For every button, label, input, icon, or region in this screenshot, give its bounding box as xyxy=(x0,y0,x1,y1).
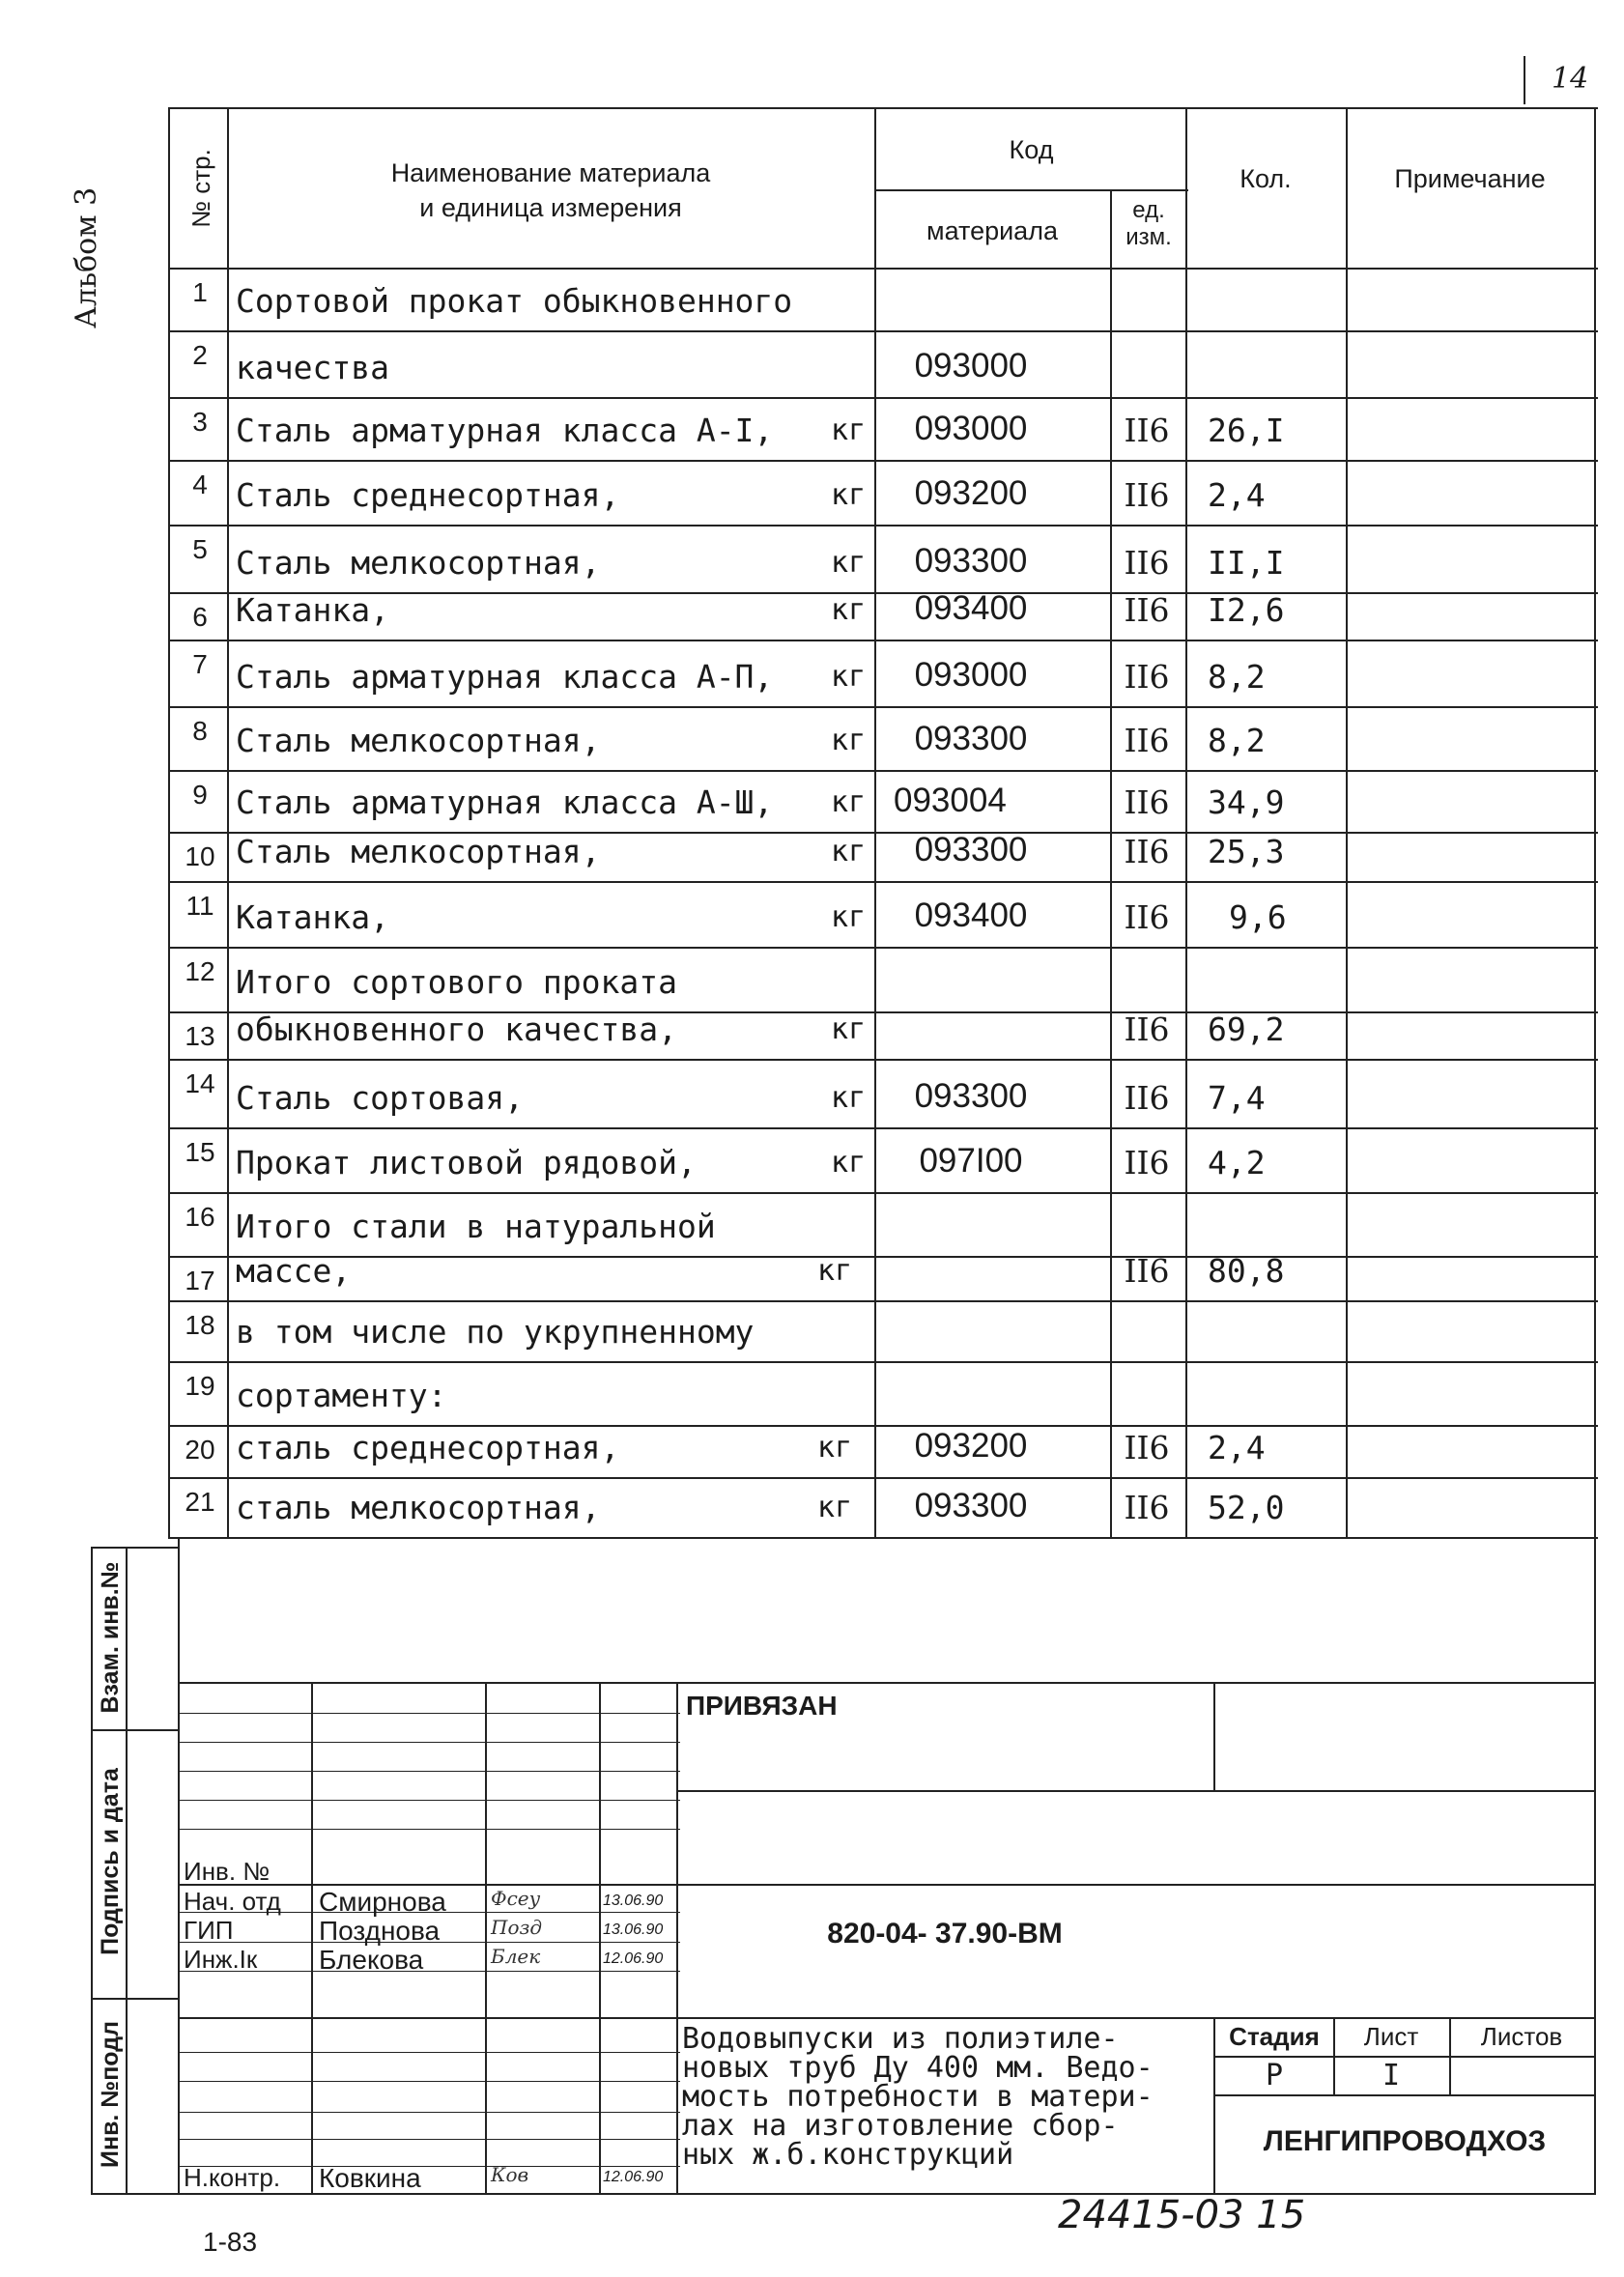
side-label-inv-podl: Инв. №подл xyxy=(97,2021,124,2168)
block-line-stage-bottom xyxy=(1213,2094,1596,2096)
block-line-stage xyxy=(1213,2056,1596,2058)
row-unit: II6 xyxy=(1124,783,1170,821)
row-border xyxy=(168,640,1598,641)
row-unit: II6 xyxy=(1124,1489,1170,1526)
row-number: 2 xyxy=(192,340,208,370)
row-code: 093400 xyxy=(914,589,1028,627)
row-unit-label: кг xyxy=(831,546,867,580)
row-name: Итого стали в натуральной xyxy=(236,1208,716,1245)
row-name: обыкновенного качества, xyxy=(236,1010,677,1048)
signature-sign: Блек xyxy=(491,1945,541,1968)
row-unit-label: кг xyxy=(831,1081,867,1115)
block-line-desc-top xyxy=(178,2017,1596,2019)
row-unit: II6 xyxy=(1124,412,1170,449)
row-number: 18 xyxy=(185,1310,215,1340)
side-strip-bottom xyxy=(91,2193,178,2195)
row-name: качества xyxy=(236,349,389,386)
row-border xyxy=(168,1192,1598,1194)
row-qty: II,I xyxy=(1208,544,1285,582)
row-code: 093300 xyxy=(914,1077,1028,1115)
signature-sign: Позд xyxy=(491,1916,543,1939)
header-code-unit-2: изм. xyxy=(1125,224,1172,250)
row-border xyxy=(168,1059,1598,1061)
signature-name: Ковкина xyxy=(319,2163,421,2193)
row-name: Сталь мелкосортная, xyxy=(236,722,601,759)
sheet-value: I xyxy=(1382,2059,1401,2092)
block-line-l2 xyxy=(178,1742,680,1743)
row-unit-label: кг xyxy=(831,593,867,627)
row-border xyxy=(168,706,1598,708)
row-name: Сталь мелкосортная, xyxy=(236,544,601,582)
header-bottom-border xyxy=(168,268,1598,270)
row-qty: 25,3 xyxy=(1208,833,1285,870)
row-qty: 34,9 xyxy=(1208,783,1285,821)
block-line-l12 xyxy=(178,2139,680,2140)
block-line-l9 xyxy=(178,2052,680,2053)
row-border xyxy=(168,1127,1598,1129)
row-number: 7 xyxy=(192,649,208,679)
row-name: сортаменту: xyxy=(236,1377,447,1414)
doc-code xyxy=(676,1918,1213,1950)
corner-tick xyxy=(1524,56,1525,104)
side-label-vzam: Взам. инв.№ xyxy=(97,1561,124,1714)
block-col-role xyxy=(311,1682,313,2194)
code-column-divider xyxy=(874,107,876,1537)
row-name: Сталь арматурная класса А-П, xyxy=(236,658,774,696)
header-note: Примечание xyxy=(1394,164,1546,193)
row-unit-label: кг xyxy=(831,413,867,447)
header-name-line1: Наименование материала xyxy=(390,158,711,187)
row-name: массе, xyxy=(236,1252,352,1290)
table-left-border xyxy=(168,107,170,1537)
row-number: 20 xyxy=(185,1435,215,1465)
album-label: Альбом 3 xyxy=(70,186,103,328)
row-name: сталь мелкосортная, xyxy=(236,1489,601,1526)
row-qty: I2,6 xyxy=(1208,591,1285,629)
row-number: 14 xyxy=(185,1068,215,1098)
signature-sign: Ков xyxy=(491,2163,529,2186)
row-number: 5 xyxy=(192,534,208,564)
row-unit-label: кг xyxy=(817,1491,853,1524)
row-qty: 8,2 xyxy=(1208,722,1266,759)
row-number: 4 xyxy=(192,470,208,499)
row-unit: II6 xyxy=(1124,1429,1170,1466)
row-name: Прокат листовой рядовой, xyxy=(236,1144,697,1181)
row-code: 093300 xyxy=(914,542,1028,580)
doc-code-text: 820-04- 37.90-ВМ xyxy=(827,1918,1063,1950)
row-code: 093000 xyxy=(914,410,1028,447)
inv-no-label: Инв. № xyxy=(184,1857,271,1886)
signature-name: Смирнова xyxy=(319,1887,446,1917)
privyazan-label: ПРИВЯЗАН xyxy=(686,1691,838,1721)
block-col-privyazan xyxy=(1213,1682,1215,1790)
row-qty: 80,8 xyxy=(1208,1252,1285,1290)
row-unit-label: кг xyxy=(831,660,867,694)
block-line-l3 xyxy=(178,1771,680,1772)
block-line-l5 xyxy=(178,1829,680,1830)
signature-role: Инж.Iк xyxy=(184,1945,258,1974)
row-border xyxy=(168,1256,1598,1258)
block-col-sign xyxy=(599,1682,601,2194)
row-unit: II6 xyxy=(1124,833,1170,870)
row-code: 093200 xyxy=(914,1427,1028,1465)
row-qty: 8,2 xyxy=(1208,658,1266,696)
row-number: 15 xyxy=(185,1137,215,1167)
header-code-material: материала xyxy=(926,216,1058,245)
header-qty: Кол. xyxy=(1239,164,1292,193)
row-code: 093300 xyxy=(914,831,1028,868)
block-line-code-top xyxy=(178,1884,1596,1886)
row-border xyxy=(168,1477,1598,1479)
row-qty: 2,4 xyxy=(1208,1429,1266,1466)
row-border xyxy=(168,1300,1598,1302)
row-border xyxy=(168,1361,1598,1363)
row-unit: II6 xyxy=(1124,476,1170,514)
row-qty: 2,4 xyxy=(1208,476,1266,514)
row-unit: II6 xyxy=(1124,544,1170,582)
row-unit-label: кг xyxy=(831,785,867,819)
signature-role: Н.контр. xyxy=(184,2163,281,2192)
row-code: 093400 xyxy=(914,897,1028,934)
side-strip-inner xyxy=(126,1547,128,2194)
block-line-privyazan-bottom xyxy=(676,1790,1596,1792)
row-border xyxy=(168,460,1598,462)
row-number: 16 xyxy=(185,1202,215,1232)
signature-date: 13.06.90 xyxy=(603,1893,664,1909)
stage-value: Р xyxy=(1265,2059,1284,2092)
row-name: в том числе по укрупненному xyxy=(236,1313,755,1351)
row-unit: II6 xyxy=(1124,1252,1170,1290)
code-header-divider xyxy=(874,189,1188,191)
row-unit-label: кг xyxy=(831,1146,867,1180)
row-name: Сталь среднесортная, xyxy=(236,476,620,514)
qty-column-divider xyxy=(1185,107,1187,1537)
block-line-l11 xyxy=(178,2112,680,2113)
row-unit: II6 xyxy=(1124,1144,1170,1181)
row-unit: II6 xyxy=(1124,722,1170,759)
row-number: 11 xyxy=(185,891,214,921)
side-strip-left xyxy=(91,1547,93,2194)
row-name: Итого сортового проката xyxy=(236,963,677,1001)
row-unit-label: кг xyxy=(831,835,867,868)
side-label-podpis: Подпись и дата xyxy=(97,1768,124,1955)
row-unit-label: кг xyxy=(831,724,867,757)
row-name: сталь среднесортная, xyxy=(236,1429,620,1466)
row-unit: II6 xyxy=(1124,898,1170,936)
header-code: Код xyxy=(1009,135,1054,164)
row-unit: II6 xyxy=(1124,658,1170,696)
row-border xyxy=(168,525,1598,527)
row-unit: II6 xyxy=(1124,1010,1170,1048)
row-code: 093200 xyxy=(914,474,1028,512)
row-number: 1 xyxy=(192,277,208,307)
row-name: Сталь сортовая, xyxy=(236,1079,525,1117)
signature-name: Позднова xyxy=(319,1916,441,1946)
row-name: Катанка, xyxy=(236,898,389,936)
stage-label: Стадия xyxy=(1229,2022,1320,2051)
row-qty: 9,6 xyxy=(1229,898,1287,936)
row-code: 097I00 xyxy=(919,1142,1023,1180)
row-qty: 7,4 xyxy=(1208,1079,1266,1117)
row-qty: 69,2 xyxy=(1208,1010,1285,1048)
row-code: 093300 xyxy=(914,1487,1028,1524)
header-num: № стр. xyxy=(186,149,215,228)
row-number: 10 xyxy=(185,841,215,871)
row-code: 093000 xyxy=(914,656,1028,694)
row-number: 17 xyxy=(185,1266,215,1295)
row-number: 9 xyxy=(192,780,208,810)
row-code: 093000 xyxy=(914,347,1028,384)
sheets-label: Листов xyxy=(1480,2022,1563,2051)
row-qty: 52,0 xyxy=(1208,1489,1285,1526)
row-number: 13 xyxy=(185,1021,215,1051)
row-name: Сортовой прокат обыкновенного xyxy=(236,282,793,320)
row-unit-label: кг xyxy=(817,1254,853,1288)
unit-column-divider xyxy=(1110,189,1112,1537)
row-unit-label: кг xyxy=(817,1431,853,1465)
row-name: Сталь арматурная класса А-Ш, xyxy=(236,783,774,821)
block-line-l1 xyxy=(178,1713,680,1714)
row-unit-label: кг xyxy=(831,478,867,512)
row-name: Сталь мелкосортная, xyxy=(236,833,601,870)
row-number: 3 xyxy=(192,407,208,437)
block-line-l10 xyxy=(178,2081,680,2082)
note-column-divider xyxy=(1346,107,1348,1537)
row-border xyxy=(168,947,1598,949)
footer-left: 1-83 xyxy=(203,2227,258,2257)
signature-date: 13.06.90 xyxy=(603,1921,664,1938)
num-column-divider xyxy=(227,107,229,1537)
sheet-label: Лист xyxy=(1363,2022,1419,2051)
row-number: 8 xyxy=(192,716,208,746)
row-code: 093004 xyxy=(894,782,1007,819)
row-name: Сталь арматурная класса А-I, xyxy=(236,412,774,449)
row-unit-label: кг xyxy=(831,1012,867,1046)
signature-name: Блекова xyxy=(319,1945,424,1975)
row-number: 6 xyxy=(192,602,208,632)
row-border xyxy=(168,397,1598,399)
table-right-border xyxy=(1594,107,1596,2194)
description: Водовыпуски из полиэтиле- новых труб Ду 400 мм. Ведо- мость потребности в матери- лах на изготовление сбор- ных ж.б.конструкций xyxy=(682,2022,1154,2172)
signature-role: ГИП xyxy=(184,1916,234,1945)
row-border xyxy=(168,330,1598,332)
row-number: 21 xyxy=(185,1487,215,1517)
header-name-line2: и единица измерения xyxy=(419,193,682,222)
row-number: 12 xyxy=(185,956,215,986)
block-col-name xyxy=(485,1682,487,2194)
footer-code: 24415-03 15 xyxy=(1058,2193,1306,2237)
page-number: 14 xyxy=(1552,62,1589,96)
row-unit-label: кг xyxy=(831,900,867,934)
block-line-privyazan-top xyxy=(178,1682,1596,1684)
row-qty: 4,2 xyxy=(1208,1144,1266,1181)
signature-sign: Фсеу xyxy=(491,1887,541,1910)
row-code: 093300 xyxy=(914,720,1028,757)
table-top-border xyxy=(168,107,1598,109)
header-code-unit-1: ед. xyxy=(1132,197,1165,223)
signature-role: Нач. отд xyxy=(184,1887,281,1916)
block-left-border xyxy=(178,1537,180,2194)
row-number: 19 xyxy=(185,1371,215,1401)
table-bottom-border xyxy=(178,1537,1596,1539)
row-qty: 26,I xyxy=(1208,412,1285,449)
row-unit: II6 xyxy=(1124,591,1170,629)
signature-date: 12.06.90 xyxy=(603,2169,664,2185)
block-line-l4 xyxy=(178,1800,680,1801)
organization: ЛЕНГИПРОВОДХОЗ xyxy=(1263,2125,1547,2157)
side-strip-top xyxy=(91,1547,178,1549)
signature-date: 12.06.90 xyxy=(603,1950,664,1967)
row-border xyxy=(168,881,1598,883)
row-unit: II6 xyxy=(1124,1079,1170,1117)
row-name: Катанка, xyxy=(236,591,389,629)
row-border xyxy=(168,770,1598,772)
